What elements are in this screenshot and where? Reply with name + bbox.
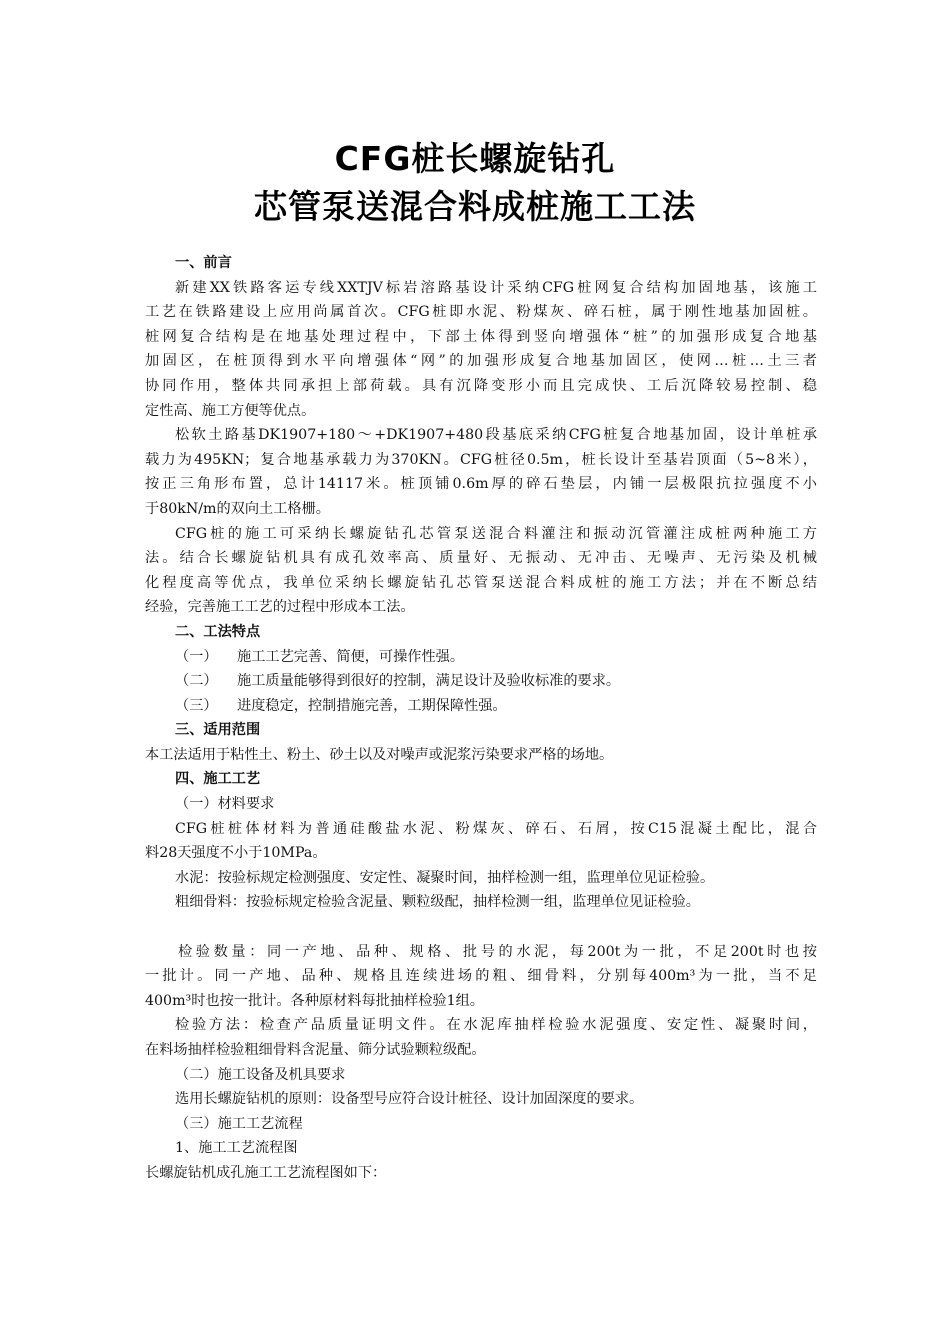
preface-p2-line: 于80kN/m的双向土工格栅。 bbox=[145, 500, 330, 517]
feature-number: （一） bbox=[175, 648, 218, 665]
feature-text: 进度稳定，控制措施完善，工期保障性强。 bbox=[237, 697, 507, 714]
cement-requirement: 水泥：按验标规定检测强度、安定性、凝聚时间，抽样检测一组，监理单位见证检验。 bbox=[175, 869, 715, 886]
blank-line bbox=[145, 915, 817, 940]
section-heading-features: 二、工法特点 bbox=[175, 623, 261, 640]
feature-text: 施工质量能够得到很好的控制，满足设计及验收标准的要求。 bbox=[237, 673, 621, 690]
inspection-quantity-line: 一批计。同一产地、品种、规格且连续进场的粗、细骨料，分别每400m³为一批，当不足 bbox=[145, 968, 817, 985]
preface-p3-line: CFG桩的施工可采纳长螺旋钻孔芯管泵送混合料灌注和振动沉管灌注成桩两种施工方 bbox=[175, 525, 817, 542]
subsection-materials: （一）材料要求 bbox=[175, 796, 275, 813]
feature-number: （二） bbox=[175, 673, 218, 690]
feature-item bbox=[145, 669, 817, 694]
equipment-text: 选用长螺旋钻机的原则：设备型号应符合设计桩径、设计加固深度的要求。 bbox=[175, 1091, 644, 1108]
section-heading-process: 四、施工工艺 bbox=[175, 771, 261, 788]
inspection-method-line: 检验方法：检查产品质量证明文件。在水泥库抽样检验水泥强度、安定性、凝聚时间， bbox=[175, 1017, 817, 1034]
feature-text: 施工工艺完善、简便，可操作性强。 bbox=[237, 648, 465, 665]
feature-item bbox=[145, 694, 817, 719]
preface-p3-line: 经验，完善施工工艺的过程中形成本工法。 bbox=[145, 599, 415, 616]
preface-p1-line: 新建XX铁路客运专线XXTJV标岩溶路基设计采纳CFG桩网复合结构加固地基，该施工 bbox=[175, 279, 817, 296]
document-title-line1: CFG桩长螺旋钻孔 bbox=[334, 139, 616, 178]
feature-item bbox=[145, 645, 817, 670]
section-heading-scope: 三、适用范围 bbox=[175, 722, 261, 739]
subsection-flow: （三）施工工艺流程 bbox=[175, 1115, 303, 1132]
preface-p2-line: 按正三角形布置，总计14117米。桩顶铺0.6m厚的碎石垫层，内铺一层极限抗拉强度不小 bbox=[145, 476, 817, 493]
materials-line: 料28天强度不小于10MPa。 bbox=[145, 845, 327, 862]
feature-number: （三） bbox=[175, 697, 218, 714]
preface-p1-line: 工艺在铁路建设上应用尚属首次。CFG桩即水泥、粉煤灰、碎石桩，属于刚性地基加固桩。 bbox=[145, 304, 817, 321]
subsection-equipment: （二）施工设备及机具要求 bbox=[175, 1066, 346, 1083]
aggregate-requirement: 粗细骨料：按验标规定检验含泥量、颗粒级配，抽样检测一组，监理单位见证检验。 bbox=[175, 894, 700, 911]
preface-p3-line: 化程度高等优点，我单位采纳长螺旋钻孔芯管泵送混合料成桩的施工方法；并在不断总结 bbox=[145, 574, 817, 591]
inspection-quantity-line: 400m³时也按一批计。各种原材料每批抽样检验1组。 bbox=[145, 992, 484, 1009]
section-heading-preface: 一、前言 bbox=[175, 255, 232, 271]
scope-text: 本工法适用于粘性土、粉土、砂土以及对噪声或泥浆污染要求严格的场地。 bbox=[145, 746, 614, 763]
inspection-method-line: 在料场抽样检验粗细骨料含泥量、筛分试验颗粒级配。 bbox=[145, 1042, 486, 1058]
preface-p2-line: 松软土路基DK1907+180～+DK1907+480段基底采纳CFG桩复合地基加固，设计单桩承 bbox=[175, 427, 817, 444]
materials-line: CFG桩桩体材料为普通硅酸盐水泥、粉煤灰、碎石、石屑，按C15混凝土配比，混合 bbox=[175, 820, 817, 837]
preface-p1-line: 定性高、施工方便等优点。 bbox=[145, 402, 316, 419]
preface-p2-line: 载力为495KN；复合地基承载力为370KN。CFG桩径0.5m，桩长设计至基岩顶面（5~8米）， bbox=[145, 451, 817, 468]
flow-chart-heading: 1、施工工艺流程图 bbox=[175, 1140, 298, 1157]
document-body bbox=[145, 251, 817, 1186]
flow-chart-intro: 长螺旋钻机成孔施工工艺流程图如下： bbox=[145, 1164, 387, 1181]
preface-p1-line: 协同作用，整体共同承担上部荷载。具有沉降变形小而且完成快、工后沉降较易控制、稳 bbox=[145, 377, 817, 394]
preface-p3-line: 法。结合长螺旋钻机具有成孔效率高、质量好、无振动、无冲击、无噪声、无污染及机械 bbox=[145, 550, 817, 567]
inspection-quantity-line: 检验数量：同一产地、品种、规格、批号的水泥，每200t为一批，不足200t时也按 bbox=[178, 943, 817, 960]
document-title-line2: 芯管泵送混合料成桩施工工法 bbox=[254, 187, 696, 226]
preface-p1-line: 桩网复合结构是在地基处理过程中，下部土体得到竖向增强体“桩”的加强形成复合地基 bbox=[145, 328, 817, 345]
preface-p1-line: 加固区，在桩顶得到水平向增强体“网”的加强形成复合地基加固区，使网…桩…土三者 bbox=[145, 353, 817, 370]
